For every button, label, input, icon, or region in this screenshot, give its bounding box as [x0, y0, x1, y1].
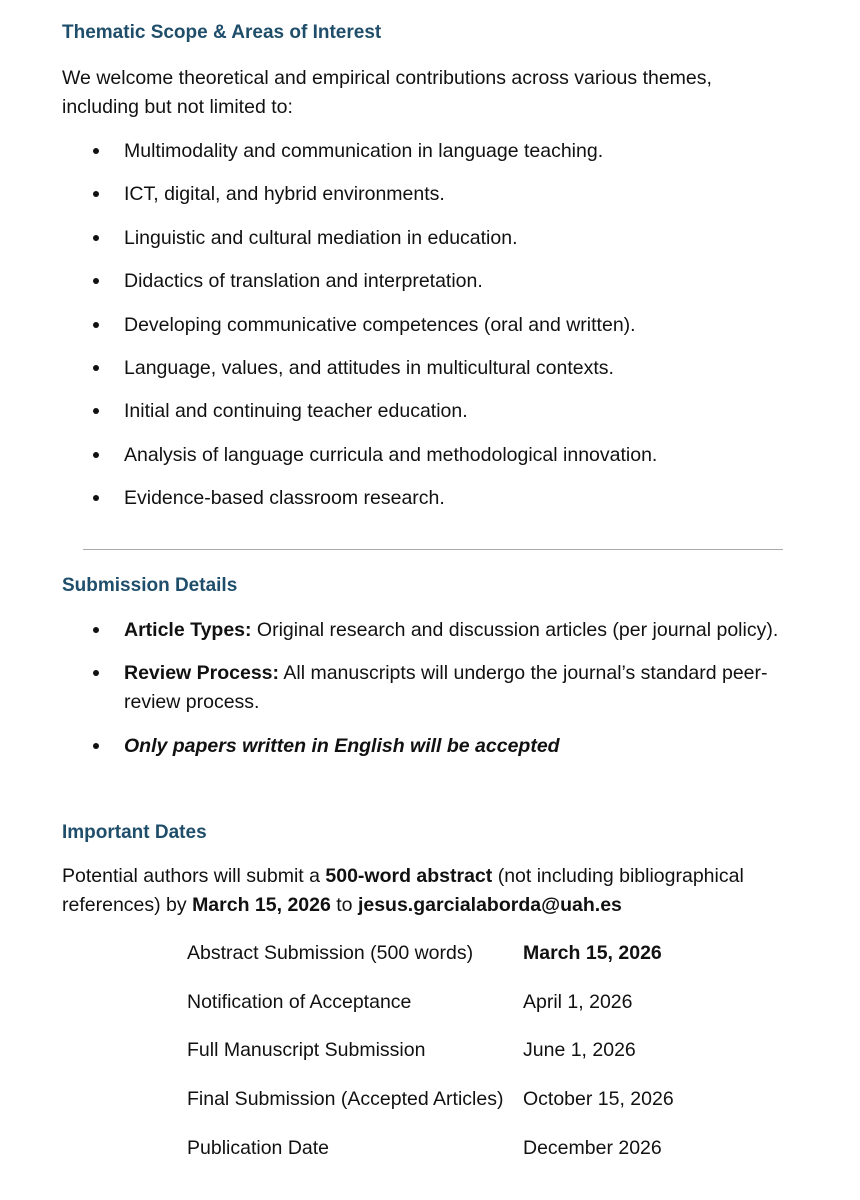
english-only-text: Only papers written in English will be accepted — [124, 735, 560, 757]
contact-email[interactable]: jesus.garcialaborda@uah.es — [357, 894, 622, 916]
list-item-text: Initial and continuing teacher education. — [124, 400, 468, 422]
review-process-text-line2: review process. — [124, 691, 260, 713]
bullet-icon — [93, 670, 99, 676]
submission-details-heading: Submission Details — [62, 575, 238, 596]
thematic-intro-line1: We welcome theoretical and empirical contributions across various themes, — [62, 67, 712, 89]
bullet-icon — [93, 452, 99, 458]
list-item-text: Developing communicative competences (oral and written). — [124, 314, 636, 336]
date-value: December 2026 — [523, 1137, 662, 1159]
dates-intro-part4: to — [330, 894, 358, 916]
list-item-text: Multimodality and communication in language teaching. — [124, 140, 604, 162]
date-label: Publication Date — [187, 1137, 330, 1159]
bullet-icon — [93, 408, 99, 414]
list-item-text: Didactics of translation and interpretation. — [124, 270, 483, 292]
bullet-icon — [93, 743, 99, 749]
bullet-icon — [93, 322, 99, 328]
bullet-icon — [93, 235, 99, 241]
review-process-text-line1: All manuscripts will undergo the journal’s standard peer- — [279, 662, 768, 684]
bullet-icon — [93, 278, 99, 284]
bullet-icon — [93, 191, 99, 197]
abstract-deadline: March 15, 2026 — [192, 894, 331, 916]
list-item-text: Evidence-based classroom research. — [124, 487, 445, 509]
thematic-intro-line2: including but not limited to: — [62, 96, 293, 118]
list-item-text: Analysis of language curricula and methodological innovation. — [124, 444, 658, 466]
date-label: Full Manuscript Submission — [187, 1039, 426, 1061]
article-types-text: Original research and discussion articles (per journal policy). — [251, 619, 779, 641]
list-item-text: Language, values, and attitudes in multicultural contexts. — [124, 357, 614, 379]
bullet-icon — [93, 148, 99, 154]
thematic-scope-heading: Thematic Scope & Areas of Interest — [62, 22, 382, 43]
list-item-text: ICT, digital, and hybrid environments. — [124, 183, 445, 205]
article-types-label: Article Types: — [124, 619, 252, 641]
important-dates-heading: Important Dates — [62, 822, 207, 843]
thematic-intro — [62, 64, 822, 122]
list-item-text: Linguistic and cultural mediation in education. — [124, 227, 518, 249]
review-process-label: Review Process: — [124, 662, 280, 684]
list-item-text — [124, 659, 814, 717]
bullet-icon — [93, 365, 99, 371]
date-value: June 1, 2026 — [523, 1039, 636, 1061]
dates-intro-part2: (not including bibliographical — [492, 865, 744, 887]
date-value: March 15, 2026 — [523, 942, 662, 964]
bullet-icon — [93, 495, 99, 501]
dates-intro-part3: references) by — [62, 894, 193, 916]
section-divider — [83, 549, 783, 550]
date-value: April 1, 2026 — [523, 991, 633, 1013]
date-label: Abstract Submission (500 words) — [187, 942, 474, 964]
date-value: October 15, 2026 — [523, 1088, 674, 1110]
dates-intro-part1: Potential authors will submit a — [62, 865, 326, 887]
date-label: Notification of Acceptance — [187, 991, 412, 1013]
date-label: Final Submission (Accepted Articles) — [187, 1088, 504, 1110]
list-item-text — [124, 616, 814, 645]
dates-intro — [62, 862, 822, 920]
bullet-icon — [93, 627, 99, 633]
abstract-length: 500-word abstract — [325, 865, 493, 887]
